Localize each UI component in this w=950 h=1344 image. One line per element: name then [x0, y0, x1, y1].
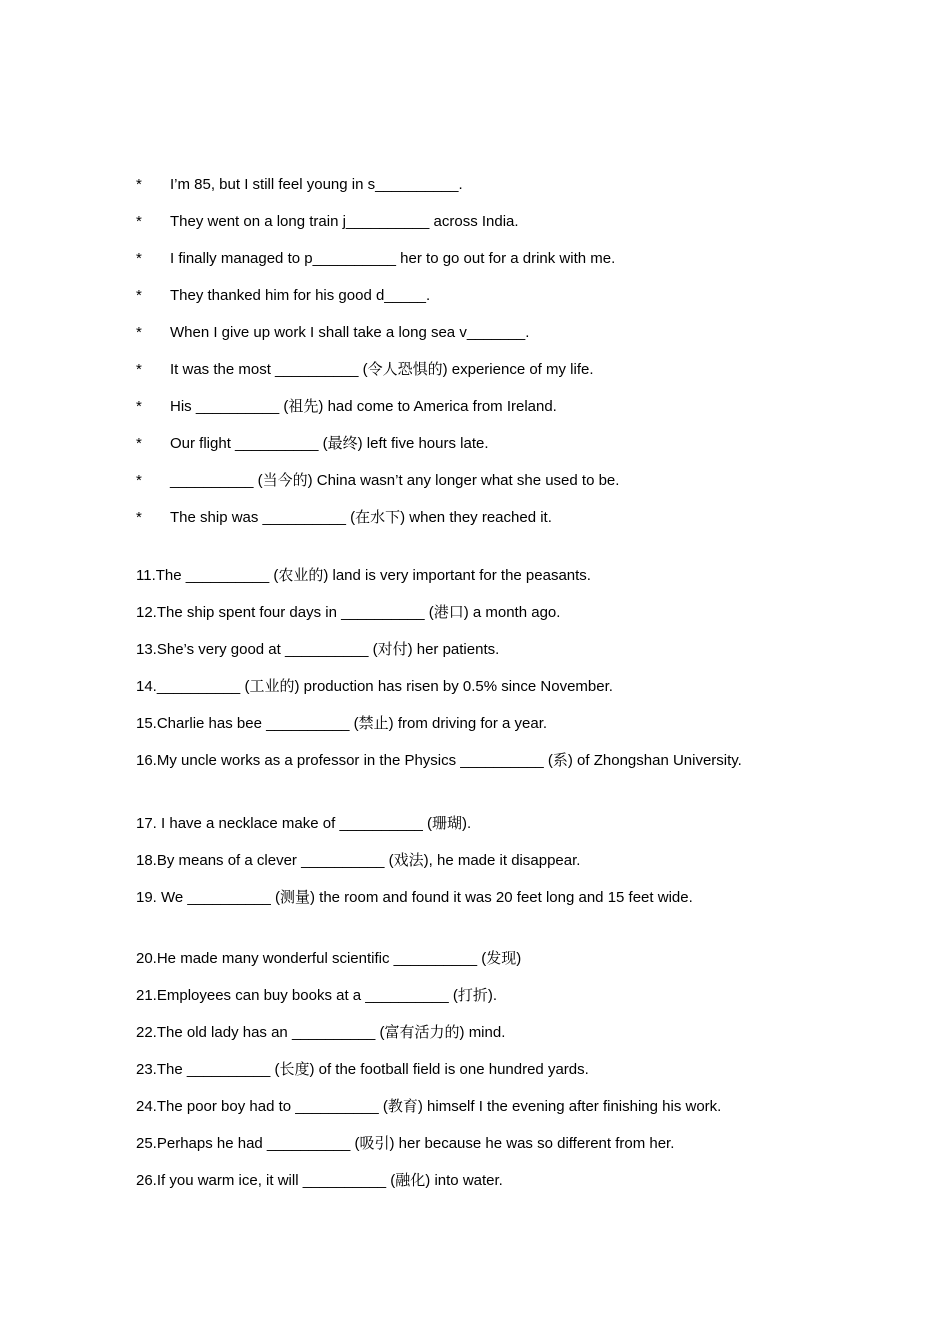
list-item: [136, 174, 836, 211]
list-item: [136, 359, 836, 396]
list-item: [136, 285, 836, 322]
sentence-text: It was the most __________ (令人恐惧的) experience of my life.: [170, 361, 594, 378]
list-item: [136, 211, 836, 248]
list-item: 19. We __________ (测量) the room and found it was 20 feet long and 15 feet wide.: [136, 889, 693, 906]
list-item: 20.He made many wonderful scientific __________ (发现): [136, 950, 522, 967]
list-item: 26.If you warm ice, it will __________ (融化) into water.: [136, 1172, 503, 1189]
list-item: 14.__________ (工业的) production has risen by 0.5% since November.: [136, 678, 613, 695]
list-item: 16.My uncle works as a professor in the Physics __________ (系) of Zhongshan University.: [136, 752, 742, 769]
sentence-text: His __________ (祖先) had come to America from Ireland.: [170, 398, 557, 415]
sentence-text: Our flight __________ (最终) left five hours late.: [170, 435, 489, 452]
list-item: [136, 507, 836, 544]
sentence-text: They went on a long train j__________ across India.: [170, 213, 519, 230]
exercise-group-11-16: [136, 565, 856, 787]
sentence-text: I’m 85, but I still feel young in s__________.: [170, 176, 463, 193]
list-item: 23.The __________ (长度) of the football field is one hundred yards.: [136, 1061, 589, 1078]
bullet-marker: *: [136, 472, 142, 489]
bullet-marker: *: [136, 324, 142, 341]
list-item: 21.Employees can buy books at a __________ (打折).: [136, 987, 498, 1004]
list-item: [136, 322, 836, 359]
list-item: 24.The poor boy had to __________ (教育) himself I the evening after finishing his work.: [136, 1098, 722, 1115]
bullet-marker: *: [136, 398, 142, 415]
bullet-marker: *: [136, 361, 142, 378]
list-item: 15.Charlie has bee __________ (禁止) from driving for a year.: [136, 715, 548, 732]
exercise-group-17-19: [136, 813, 856, 924]
sentence-text: When I give up work I shall take a long sea v_______.: [170, 324, 530, 341]
list-item: 17. I have a necklace make of __________ (珊瑚).: [136, 815, 472, 832]
bullet-marker: *: [136, 176, 142, 193]
list-item: [136, 470, 836, 507]
sentence-text: They thanked him for his good d_____.: [170, 287, 431, 304]
sentence-text: I finally managed to p__________ her to go out for a drink with me.: [170, 250, 616, 267]
sentence-text: The ship was __________ (在水下) when they reached it.: [170, 509, 552, 526]
exercise-group-20-26: [136, 948, 856, 1207]
list-item: 11.The __________ (农业的) land is very important for the peasants.: [136, 567, 591, 584]
list-item: 22.The old lady has an __________ (富有活力的) mind.: [136, 1024, 506, 1041]
list-item: [136, 433, 836, 470]
list-item: 12.The ship spent four days in __________ (港口) a month ago.: [136, 604, 561, 621]
bullet-marker: *: [136, 213, 142, 230]
bullet-marker: *: [136, 250, 142, 267]
bullet-marker: *: [136, 435, 142, 452]
bullet-marker: *: [136, 509, 142, 526]
list-item: [136, 248, 836, 285]
bullet-marker: *: [136, 287, 142, 304]
sentence-text: __________ (当今的) China wasn’t any longer what she used to be.: [170, 472, 620, 489]
bullet-exercise-list: [136, 174, 836, 544]
list-item: 18.By means of a clever __________ (戏法), he made it disappear.: [136, 852, 581, 869]
list-item: 13.She’s very good at __________ (对付) her patients.: [136, 641, 500, 658]
list-item: [136, 396, 836, 433]
list-item: 25.Perhaps he had __________ (吸引) her because he was so different from her.: [136, 1135, 675, 1152]
